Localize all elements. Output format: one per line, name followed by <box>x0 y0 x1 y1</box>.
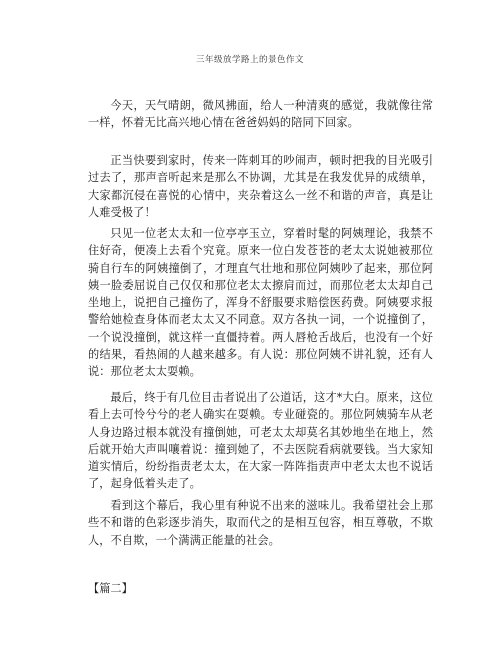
paragraph-3: 只见一位老太太和一位亭亭玉立，穿着时髦的阿姨理论，我禁不住好奇，便凑上去看个究竟。原来一位白发苍苍的老太太说她被那位骑自行车的阿姨撞倒了，才理直气壮地和那位阿姨吵了起来，那位阿姨一脸委屈说自己仅仅和那位老太太擦肩而过，而那位老太太却自己坐地上，说把自己撞伤了，浑身不舒服要求赔偿医药费。阿姨要求报警给她检查身体而老太太又不同意。双方各执一词，一个说撞倒了，一个说没撞倒，就这样一直僵持着。两人唇枪舌战后，也没有一个好的结果，看热闹的人越来越多。有人说：那位阿姨不讲礼貌，还有人说：那位老太太耍赖。 <box>88 227 433 379</box>
paragraph-4: 最后，终于有几位目击者说出了公道话，这才*大白。原来，这位看上去可怜兮兮的老人确实在耍赖。专业碰瓷的。那位阿姨骑车从老人身边路过根本就没有撞倒她，可老太太却莫名其妙地坐在地上，然后就开始大声叫嚷着说：撞到她了，不去医院看病就要钱。当大家知道实情后，纷纷指责老太太，在大家一阵阵指责声中老太太也不说话了，起身低着头走了。 <box>88 391 433 491</box>
section-heading: 【篇二】 <box>88 582 133 595</box>
paragraph-1: 今天，天气晴朗，微风拂面，给人一种清爽的感觉，我就像往常一样，怀着无比高兴地心情在爸爸妈妈的陪同下回家。 <box>88 99 433 130</box>
paragraph-5: 看到这个幕后，我心里有种说不出来的滋味儿。我希望社会上那些不和谐的色彩逐步消失，取而代之的是相互包容，相互尊敬，不欺人，不自欺，一个满满正能量的社会。 <box>88 499 433 547</box>
document-title: 三年级放学路上的景色作文 <box>195 55 304 65</box>
paragraph-2: 正当快要到家时，传来一阵刺耳的吵闹声，顿时把我的目光吸引过去了，那声音听起来是那么不协调，尤其是在我发优异的成绩单，大家都沉侵在喜悦的心情中，夹杂着这么一丝不和谐的声音，真是让人难受极了！ <box>88 154 433 219</box>
